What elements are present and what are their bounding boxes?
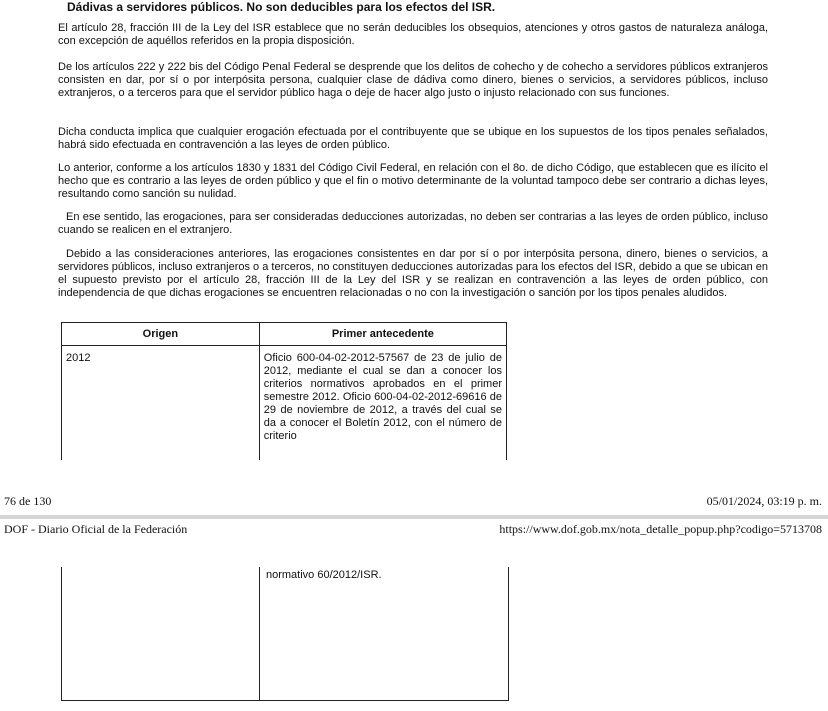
paragraph-3: Dicha conducta implica que cualquier erogación efectuada por el contribuyente que se ubique en los supuestos de los tipos penales señalados, habrá sido efectuada en contravención a las leyes de orden público.: [58, 126, 768, 151]
paragraph-1: El artículo 28, fracción III de la Ley del ISR establece que no serán deducibles los obsequios, atenciones y otros gastos de naturaleza análoga, con excepción de aquéllos referidos en la propia disposición.: [58, 22, 768, 47]
antecedent-cell: Oficio 600-04-02-2012-57567 de 23 de julio de 2012, mediante el cual se dan a conocer los criterios normativos aprobados en el primer semestre 2012. Oficio 600-04-02-2012-69616 de 29 de noviembre de 2012, a través del cual se da a conocer el Boletín 2012, con el número de criterio: [259, 346, 506, 461]
origin-cell: 2012: [62, 346, 260, 461]
paragraph-4: Lo anterior, conforme a los artículos 1830 y 1831 del Código Civil Federal, en relación con el 8o. de dicho Código, que establecen que es ilícito el hecho que es contrario a las leyes de orden público y que el fin o motivo determinante de la voluntad tampoco debe ser contrario a dichas leyes, resultando como sanción su nulidad.: [58, 162, 768, 200]
source-title: DOF - Diario Oficial de la Federación: [4, 522, 188, 536]
paragraph-2: De los artículos 222 y 222 bis del Código Penal Federal se desprende que los delitos de cohecho y de cohecho a servidores públicos extranjeros consisten en dar, por sí o por interpósita persona, cualquier clase de dádiva como dinero, bienes o servicios, a servidores públicos, incluso extranjeros, o a terceros para que el servidor público haga o deje de hacer algo justo o injusto relacionado con sus funciones.: [58, 61, 768, 99]
source-url[interactable]: https://www.dof.gob.mx/nota_detalle_popup.php?codigo=5713708: [499, 522, 822, 536]
page-2: [0, 519, 828, 711]
criteria-table: [61, 322, 507, 460]
table-row: [62, 346, 507, 461]
column-divider: [259, 567, 260, 700]
paragraph-6: Debido a las consideraciones anteriores, las erogaciones consistentes en dar por sí o por interpósita persona, dinero, bienes o servicios, a servidores públicos, incluso extranjeros o a terceros, no constituyen deducciones autorizadas para los efectos del ISR, debido a que se ubican en el supuesto previsto por el artículo 28, fracción III de la Ley del ISR y se realizan en contravención a las leyes de orden público, con independencia de que dichas erogaciones se encuentren relacionadas o no con la investigación o sanción por los tipos penales aludidos.: [58, 248, 768, 299]
page-counter: 76 de 130: [4, 494, 52, 508]
criteria-table-continuation: [61, 567, 509, 701]
paragraph-5: En ese sentido, las erogaciones, para ser consideradas deducciones autorizadas, no deben ser contrarias a las leyes de orden público, incluso cuando se realicen en el extranjero.: [58, 211, 768, 236]
antecedent-cell-continued: normativo 60/2012/ISR.: [266, 569, 382, 581]
column-header-antecedent: Primer antecedente: [259, 323, 506, 346]
print-timestamp: 05/01/2024, 03:19 p. m.: [706, 494, 822, 508]
column-header-origin: Origen: [62, 323, 260, 346]
section-heading: Dádivas a servidores públicos. No son deducibles para los efectos del ISR.: [67, 0, 496, 14]
